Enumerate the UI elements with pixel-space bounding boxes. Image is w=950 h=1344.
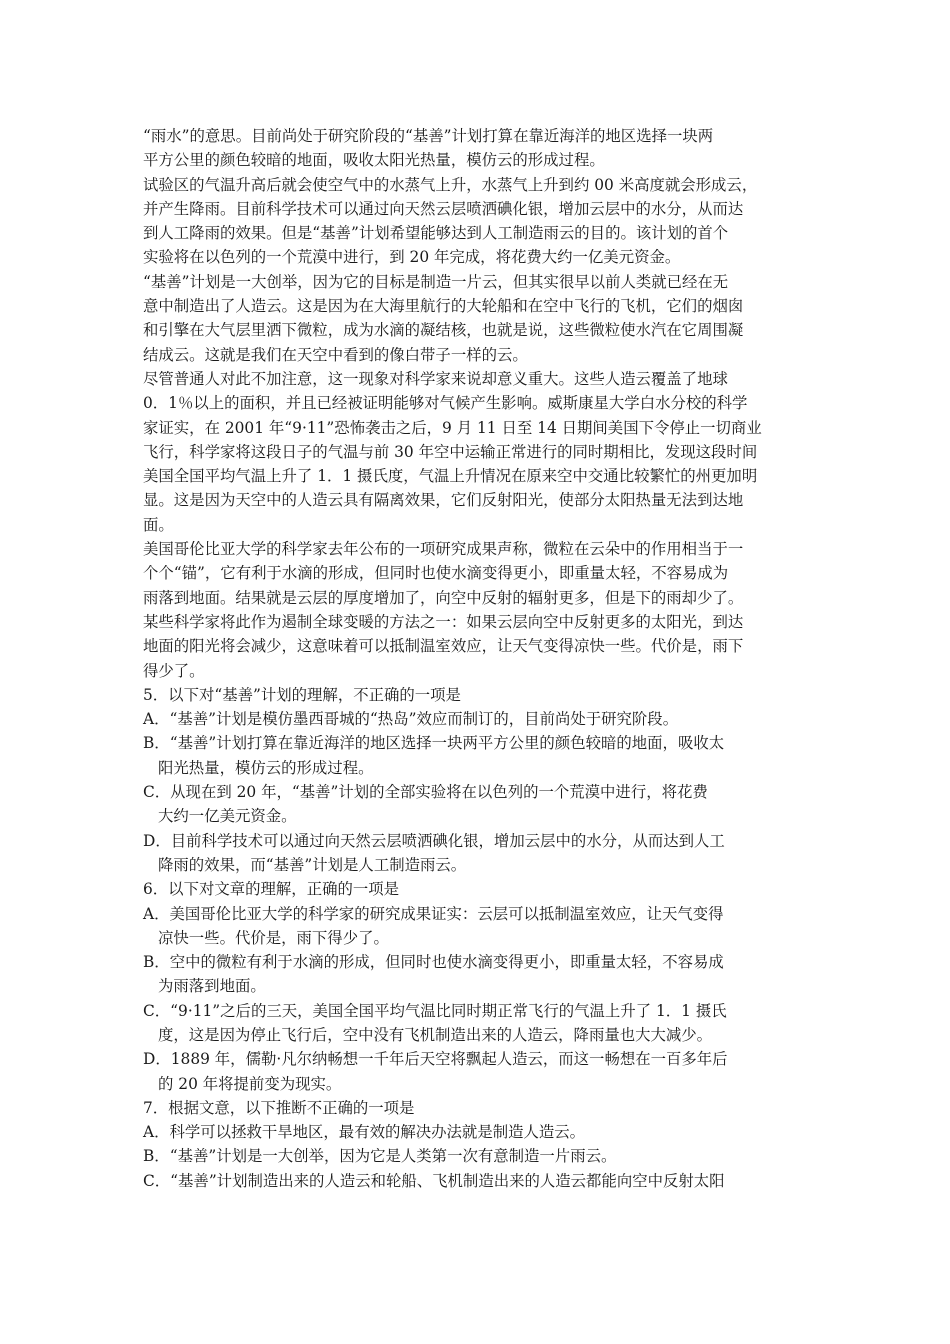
text-line: C．“基善”计划制造出来的人造云和轮船、飞机制造出来的人造云都能向空中反射太阳 — [143, 1171, 725, 1190]
text-line: 家证实，在 2001 年“9·11”恐怖袭击之后，9 月 11 日至 14 日期间美国下令停止一切商业 — [143, 418, 762, 437]
text-line: 和引擎在大气层里洒下微粒，成为水滴的凝结核，也就是说，这些微粒使水汽在它周围凝 — [143, 321, 744, 340]
text-line: 凉快一些。代价是，雨下得少了。 — [158, 928, 389, 947]
text-line: 飞行，科学家将这段日子的气温与前 30 年空中运输正常进行的同时期相比，发现这段时间 — [143, 442, 758, 461]
text-line: A．美国哥伦比亚大学的科学家的研究成果证实：云层可以抵制温室效应，让天气变得 — [143, 904, 724, 923]
text-line: C．从现在到 20 年，“基善”计划的全部实验将在以色列的一个荒漠中进行，将花费 — [143, 783, 708, 802]
text-line: B．“基善”计划打算在靠近海洋的地区选择一块两平方公里的颜色较暗的地面，吸收太 — [143, 734, 725, 753]
text-line: 平方公里的颜色较暗的地面，吸收太阳光热量，模仿云的形成过程。 — [143, 151, 605, 170]
text-line: 意中制造出了人造云。这是因为在大海里航行的大轮船和在空中飞行的飞机，它们的烟囱 — [143, 297, 744, 316]
text-line: 美国全国平均气温上升了 1．1 摄氏度，气温上升情况在原来空中交通比较繁忙的州更加明 — [143, 467, 758, 486]
text-line: 尽管普通人对此不加注意，这一现象对科学家来说却意义重大。这些人造云覆盖了地球 — [143, 369, 728, 388]
text-line: 结成云。这就是我们在天空中看到的像白带子一样的云。 — [143, 345, 528, 364]
document-page — [143, 124, 813, 1193]
text-line: 0．1％以上的面积，并且已经被证明能够对气候产生影响。威斯康星大学白水分校的科学 — [143, 394, 748, 413]
text-line: 7．根据文意，以下推断不正确的一项是 — [143, 1098, 415, 1117]
text-line: 大约一亿美元资金。 — [158, 807, 297, 826]
text-line: 美国哥伦比亚大学的科学家去年公布的一项研究成果声称，微粒在云朵中的作用相当于一 — [143, 540, 744, 559]
text-line: 地面的阳光将会减少，这意味着可以抵制温室效应，让天气变得凉快一些。代价是，雨下 — [143, 637, 744, 656]
text-line: 个个“锚”，它有利于水滴的形成，但同时也使水滴变得更小，即重量太轻，不容易成为 — [143, 564, 729, 583]
text-line: “雨水”的意思。目前尚处于研究阶段的“基善”计划打算在靠近海洋的地区选择一块两 — [143, 127, 714, 145]
text-line: B．“基善”计划是一大创举，因为它是人类第一次有意制造一片雨云。 — [143, 1147, 617, 1166]
text-line: D．目前科学技术可以通过向天然云层喷洒碘化银，增加云层中的水分，从而达到人工 — [143, 831, 725, 850]
text-line: D．1889 年，儒勒·凡尔纳畅想一千年后天空将飘起人造云，而这一畅想在一百多年后 — [143, 1050, 728, 1069]
text-line: B．空中的微粒有利于水滴的形成，但同时也使水滴变得更小，即重量太轻，不容易成 — [143, 953, 724, 972]
text-line: 面。 — [143, 515, 174, 534]
text-line: C．“9·11”之后的三天，美国全国平均气温比同时期正常飞行的气温上升了 1．1 摄氏 — [143, 1001, 727, 1020]
text-line: 为雨落到地面。 — [158, 977, 266, 996]
text-line: 显。这是因为天空中的人造云具有隔离效果，它们反射阳光，使部分太阳热量无法到达地 — [143, 491, 744, 510]
text-line: “基善”计划是一大创举，因为它的目标是制造一片云，但其实很早以前人类就已经在无 — [143, 272, 729, 291]
text-line: 降雨的效果，而“基善”计划是人工制造雨云。 — [158, 855, 467, 874]
text-line: 到人工降雨的效果。但是“基善”计划希望能够达到人工制造雨云的目的。该计划的首个 — [143, 224, 729, 243]
text-line: 得少了。 — [143, 661, 205, 680]
text-line: 实验将在以色列的一个荒漠中进行，到 20 年完成，将花费大约一亿美元资金。 — [143, 248, 681, 267]
text-line: 的 20 年将提前变为现实。 — [158, 1074, 342, 1093]
text-line: A．科学可以拯救干旱地区，最有效的解决办法就是制造人造云。 — [143, 1123, 586, 1142]
text-line: 度，这是因为停止飞行后，空中没有飞机制造出来的人造云，降雨量也大大减少。 — [158, 1025, 713, 1044]
text-line: A．“基善”计划是模仿墨西哥城的“热岛”效应而制订的，目前尚处于研究阶段。 — [143, 710, 679, 729]
text-line: 5．以下对“基善”计划的理解，不正确的一项是 — [143, 685, 461, 704]
text-line: 并产生降雨。目前科学技术可以通过向天然云层喷洒碘化银，增加云层中的水分，从而达 — [143, 199, 744, 218]
text-line: 6．以下对文章的理解，正确的一项是 — [143, 880, 400, 899]
text-line: 某些科学家将此作为遏制全球变暖的方法之一：如果云层向空中反射更多的太阳光，到达 — [143, 612, 744, 631]
text-line: 雨落到地面。结果就是云层的厚度增加了，向空中反射的辐射更多，但是下的雨却少了。 — [143, 588, 744, 607]
text-line: 阳光热量，模仿云的形成过程。 — [158, 758, 374, 777]
text-line: 试验区的气温升高后就会使空气中的水蒸气上升，水蒸气上升到约 00 米高度就会形成云， — [143, 175, 758, 194]
